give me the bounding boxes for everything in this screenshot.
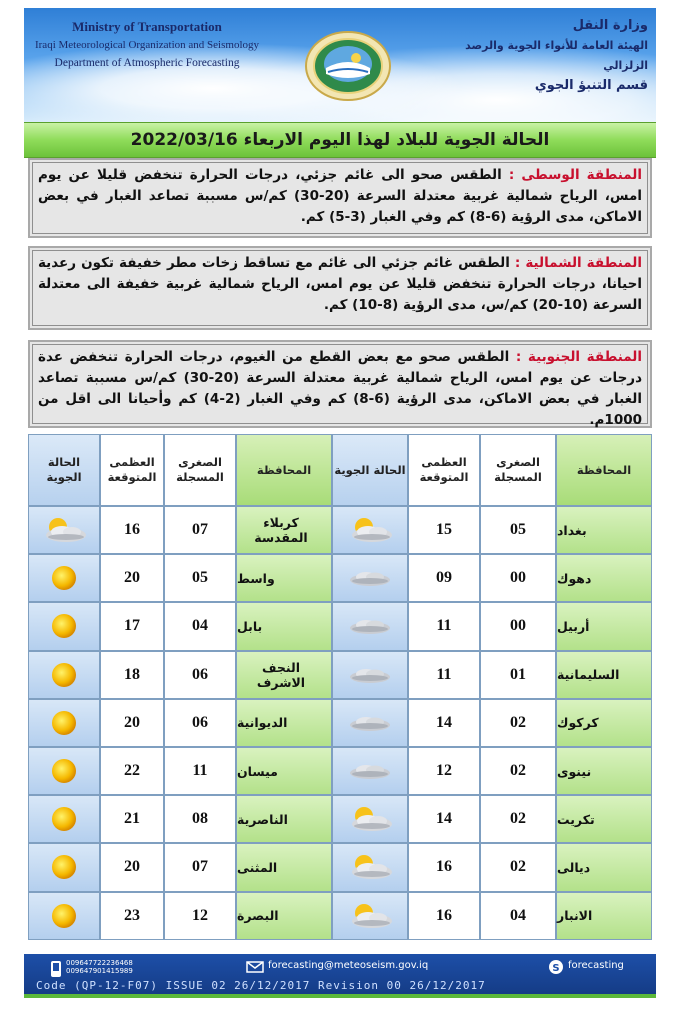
condition-cell [332, 843, 408, 891]
max-temp-cell: 15 [408, 506, 480, 554]
header-min-l: الصغرى المسجلة [164, 434, 236, 506]
region-north-text [38, 253, 642, 316]
min-temp-cell: 04 [480, 892, 556, 940]
region-south-label: المنطقة الجنوبية : [515, 349, 642, 365]
page [24, 8, 656, 1016]
min-temp-cell: 00 [480, 554, 556, 602]
condition-cell [28, 699, 100, 747]
province-cell: بابل [236, 602, 332, 650]
header-condition-r: الحالة الجوية [332, 434, 408, 506]
partly-cloudy-icon [344, 901, 396, 931]
email-icon [246, 961, 264, 973]
header-province-l: المحافظة [236, 434, 332, 506]
ministry-name-ar: وزارة النقل [572, 18, 648, 33]
min-temp-cell: 06 [164, 651, 236, 699]
min-temp-cell: 08 [164, 795, 236, 843]
ministry-name-en: Ministry of Transportation [72, 19, 222, 34]
province-cell: كربلاء المقدسة [236, 506, 332, 554]
max-temp-cell: 11 [408, 651, 480, 699]
sun-icon [38, 563, 90, 593]
min-temp-cell: 02 [480, 843, 556, 891]
max-temp-cell: 20 [100, 554, 164, 602]
max-temp-cell: 21 [100, 795, 164, 843]
header-max-r: العظمى المتوقعة [408, 434, 480, 506]
province-cell: البصرة [236, 892, 332, 940]
min-temp-cell: 07 [164, 843, 236, 891]
province-cell: نينوى [556, 747, 652, 795]
skype-icon [548, 959, 564, 975]
min-temp-cell: 02 [480, 747, 556, 795]
min-temp-cell: 04 [164, 602, 236, 650]
province-cell: النجف الاشرف [236, 651, 332, 699]
forecast-table [28, 434, 652, 950]
max-temp-cell: 20 [100, 699, 164, 747]
condition-cell [332, 795, 408, 843]
condition-cell [28, 506, 100, 554]
province-cell: واسط [236, 554, 332, 602]
footer-accent-line [24, 994, 656, 998]
max-temp-cell: 14 [408, 699, 480, 747]
min-temp-cell: 07 [164, 506, 236, 554]
max-temp-cell: 16 [100, 506, 164, 554]
header-condition-l: الحالة الجوية [28, 434, 100, 506]
sun-icon [38, 901, 90, 931]
header-province-r: المحافظة [556, 434, 652, 506]
province-cell: ديالى [556, 843, 652, 891]
region-north [28, 246, 652, 330]
max-temp-cell: 22 [100, 747, 164, 795]
organization-name-ar: الهيئة العامة للأنواء الجوية والرصد الزلزالي [465, 39, 648, 72]
header-banner [24, 8, 656, 123]
phone-icon [50, 960, 62, 978]
max-temp-cell: 16 [408, 892, 480, 940]
region-south-text [38, 347, 642, 431]
province-cell: الديوانية [236, 699, 332, 747]
province-cell: المثنى [236, 843, 332, 891]
region-central [28, 158, 652, 238]
min-temp-cell: 06 [164, 699, 236, 747]
province-cell: دهوك [556, 554, 652, 602]
sun-icon [38, 708, 90, 738]
max-temp-cell: 16 [408, 843, 480, 891]
cloud-icon [344, 563, 396, 593]
cloud-icon [344, 611, 396, 641]
max-temp-cell: 18 [100, 651, 164, 699]
organization-name-en: Iraqi Meteorological Organization and Seismology [34, 39, 260, 51]
cloud-icon [344, 708, 396, 738]
header-english [32, 18, 262, 72]
province-cell: كركوك [556, 699, 652, 747]
sun-icon [38, 756, 90, 786]
condition-cell [332, 651, 408, 699]
partly-cloudy-icon [344, 515, 396, 545]
condition-cell [28, 651, 100, 699]
province-cell: السليمانية [556, 651, 652, 699]
condition-cell [28, 795, 100, 843]
partly-cloudy-icon [344, 804, 396, 834]
province-cell: أربيل [556, 602, 652, 650]
svg-text:S: S [552, 963, 560, 974]
sun-icon [38, 660, 90, 690]
province-cell: تكريت [556, 795, 652, 843]
department-name-ar: قسم التنبؤ الجوي [534, 78, 648, 93]
report-title: الحالة الجوية للبلاد لهذا اليوم الاربعاء 2022/03/16 [24, 122, 656, 158]
min-temp-cell: 02 [480, 699, 556, 747]
sun-icon [38, 611, 90, 641]
condition-cell [332, 554, 408, 602]
sun-icon [38, 804, 90, 834]
condition-cell [332, 747, 408, 795]
min-temp-cell: 02 [480, 795, 556, 843]
region-north-label: المنطقة الشمالية : [514, 255, 642, 271]
min-temp-cell: 01 [480, 651, 556, 699]
province-cell: الانبار [556, 892, 652, 940]
cloud-icon [344, 756, 396, 786]
min-temp-cell: 05 [480, 506, 556, 554]
condition-cell [28, 554, 100, 602]
region-south-body: الطقس صحو مع بعض القطع من الغيوم، درجات الحرارة تنخفض عدة درجات عن يوم امس، الرياح شمالية غربية معتدلة السرعة (20-30) كم/س مسببة تصاعد الغبار في بعض الاماكن، مدى الرؤية (6-8) كم وفي الغبار (2-4) كم وأحيانا الى اقل من 1000م. [38, 349, 642, 428]
max-temp-cell: 12 [408, 747, 480, 795]
max-temp-cell: 14 [408, 795, 480, 843]
skype-handle[interactable]: forecasting [568, 960, 624, 971]
condition-cell [28, 892, 100, 940]
max-temp-cell: 09 [408, 554, 480, 602]
document-code: Code (QP-12-F07) ISSUE 02 26/12/2017 Revision 00 26/12/2017 [36, 979, 486, 992]
email-address[interactable]: forecasting@meteoseism.gov.iq [268, 960, 429, 971]
min-temp-cell: 12 [164, 892, 236, 940]
province-cell: ميسان [236, 747, 332, 795]
condition-cell [332, 699, 408, 747]
cloud-icon [344, 660, 396, 690]
max-temp-cell: 11 [408, 602, 480, 650]
phone-number-2: 009647901415989 [66, 967, 133, 975]
province-cell: بغداد [556, 506, 652, 554]
max-temp-cell: 17 [100, 602, 164, 650]
province-cell: الناصرية [236, 795, 332, 843]
condition-cell [332, 892, 408, 940]
min-temp-cell: 11 [164, 747, 236, 795]
header-arabic [428, 16, 648, 96]
department-name-en: Department of Atmospheric Forecasting [54, 57, 240, 69]
region-north-body: الطقس غائم جزئي الى غائم مع تساقط زخات مطر خفيفة تكون رعدية احيانا، درجات الحرارة تنخفض قليلا عن يوم امس، الرياح شمالية غربية خفيفة الى معتدلة السرعة (10-20) كم/س، مدى الرؤية (8-10) كم. [38, 255, 642, 313]
max-temp-cell: 23 [100, 892, 164, 940]
max-temp-cell: 20 [100, 843, 164, 891]
region-south [28, 340, 652, 428]
region-central-label: المنطقة الوسطى : [508, 167, 642, 183]
condition-cell [332, 506, 408, 554]
phone-number-1: 009647722236468 [66, 959, 133, 967]
region-central-text [38, 165, 642, 228]
header-max-l: العظمى المتوقعة [100, 434, 164, 506]
condition-cell [28, 747, 100, 795]
partly-cloudy-icon [344, 852, 396, 882]
min-temp-cell: 05 [164, 554, 236, 602]
organization-logo [304, 30, 392, 102]
min-temp-cell: 00 [480, 602, 556, 650]
condition-cell [28, 843, 100, 891]
partly-cloudy-icon [38, 515, 90, 545]
condition-cell [28, 602, 100, 650]
header-min-r: الصغرى المسجلة [480, 434, 556, 506]
condition-cell [332, 602, 408, 650]
sun-icon [38, 852, 90, 882]
region-central-body: الطقس صحو الى غائم جزئي، درجات الحرارة تنخفض قليلا عن يوم امس، الرياح شمالية غربية معتدلة السرعة (20-30) كم/س مسببة تصاعد الغبار في بعض الاماكن، مدى الرؤية (6-8) كم وفي الغبار (3-5) كم. [38, 167, 642, 225]
